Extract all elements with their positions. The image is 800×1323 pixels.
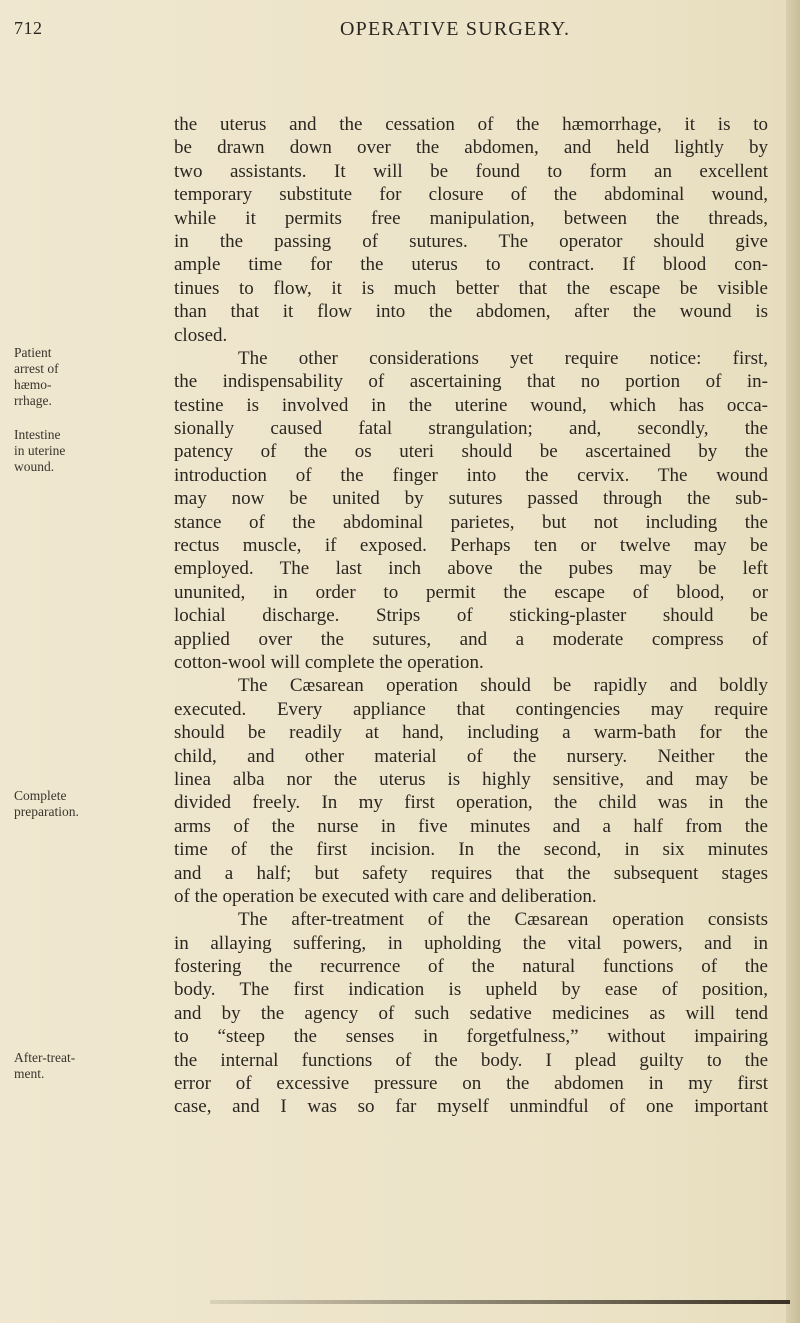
text-line: introduction of the finger into the cervix. The wound: [174, 464, 768, 486]
text-line: be drawn down over the abdomen, and held lightly by: [174, 137, 768, 159]
text-line: employed. The last inch above the pubes may be left: [174, 558, 768, 580]
text-line: in the passing of sutures. The operator should give: [174, 230, 768, 252]
text-line: two assistants. It will be found to form an excellent: [174, 160, 768, 182]
text-line: the uterus and the cessation of the hæmorrhage, it is to: [174, 114, 768, 135]
text-line: and by the agency of such sedative medicines as will tend: [174, 1002, 768, 1024]
sidenote-line: ment.: [14, 1066, 45, 1081]
text-line: to “steep the senses in forgetfulness,” without impairing: [174, 1026, 768, 1048]
sidenote-line: hæmo-: [14, 377, 52, 392]
text-line: body. The first indication is upheld by ease of position,: [174, 979, 768, 1001]
text-line: time of the first incision. In the second, in six minutes: [174, 839, 768, 861]
text-line: error of excessive pressure on the abdomen in my first: [174, 1073, 768, 1095]
text-line: arms of the nurse in five minutes and a half from the: [174, 815, 768, 837]
text-line: the indispensability of ascertaining that no portion of in-: [174, 371, 768, 393]
text-line: sionally caused fatal strangulation; and, secondly, the: [174, 418, 768, 440]
text-line: tinues to flow, it is much better that the escape be visible: [174, 277, 768, 299]
sidenote-line: arrest of: [14, 361, 59, 376]
bottom-edge-shadow: [210, 1300, 790, 1304]
text-line: The Cæsarean operation should be rapidly and boldly: [238, 675, 768, 697]
sidenote-intestine: [14, 427, 65, 475]
sidenote-line: Complete: [14, 788, 67, 803]
text-line: closed.: [174, 324, 228, 346]
text-line: should be readily at hand, including a warm-bath for the: [174, 722, 768, 744]
text-line: while it permits free manipulation, between the threads,: [174, 207, 768, 229]
sidenote-line: in uterine: [14, 443, 66, 458]
text-line: The after-treatment of the Cæsarean operation consists: [238, 909, 768, 931]
text-line: ample time for the uterus to contract. If blood con-: [174, 254, 768, 276]
running-title: OPERATIVE SURGERY.: [340, 18, 571, 40]
text-line: case, and I was so far myself unmindful of one important: [174, 1096, 768, 1118]
sidenote-line: Intestine: [14, 427, 61, 442]
text-line: divided freely. In my first operation, the child was in the: [174, 792, 768, 814]
text-line: executed. Every appliance that contingencies may require: [174, 698, 768, 720]
text-line: stance of the abdominal parietes, but not including the: [174, 511, 768, 533]
margin-notes: [14, 0, 124, 1323]
text-line: applied over the sutures, and a moderate compress of: [174, 628, 768, 650]
text-line: in allaying suffering, in upholding the vital powers, and in: [174, 932, 768, 954]
text-line: cotton-wool will complete the operation.: [174, 651, 484, 673]
text-line: temporary substitute for closure of the abdominal wound,: [174, 184, 768, 206]
text-line: testine is involved in the uterine wound, which has occa-: [174, 394, 768, 416]
sidenote-complete-preparation: [14, 788, 79, 820]
sidenote-line: rrhage.: [14, 393, 52, 408]
sidenote-line: preparation.: [14, 804, 79, 819]
sidenote-line: Patient: [14, 345, 52, 360]
text-line: patency of the os uteri should be ascertained by the: [174, 441, 768, 463]
text-line: rectus muscle, if exposed. Perhaps ten or twelve may be: [174, 535, 768, 557]
text-line: than that it flow into the abdomen, after the wound is: [174, 301, 768, 323]
sidenote-line: wound.: [14, 459, 55, 474]
page-number: 712: [14, 18, 43, 38]
body-text: [174, 113, 768, 1119]
text-line: and a half; but safety requires that the subsequent stages: [174, 862, 768, 884]
sidenote-line: After-treat-: [14, 1050, 76, 1065]
sidenote-patient-arrest: [14, 345, 59, 409]
text-line: the internal functions of the body. I plead guilty to the: [174, 1049, 768, 1071]
text-line: fostering the recurrence of the natural functions of the: [174, 956, 768, 978]
text-line: linea alba nor the uterus is highly sensitive, and may be: [174, 768, 768, 790]
text-line: lochial discharge. Strips of sticking-plaster should be: [174, 605, 768, 627]
text-line: of the operation be executed with care and deliberation.: [174, 885, 597, 907]
text-line: ununited, in order to permit the escape of blood, or: [174, 581, 768, 603]
text-line: The other considerations yet require notice: first,: [238, 347, 768, 369]
sidenote-after-treatment: [14, 1050, 75, 1082]
text-line: child, and other material of the nursery. Neither the: [174, 745, 768, 767]
page-edge: [786, 0, 800, 1323]
text-line: may now be united by sutures passed through the sub-: [174, 488, 768, 510]
